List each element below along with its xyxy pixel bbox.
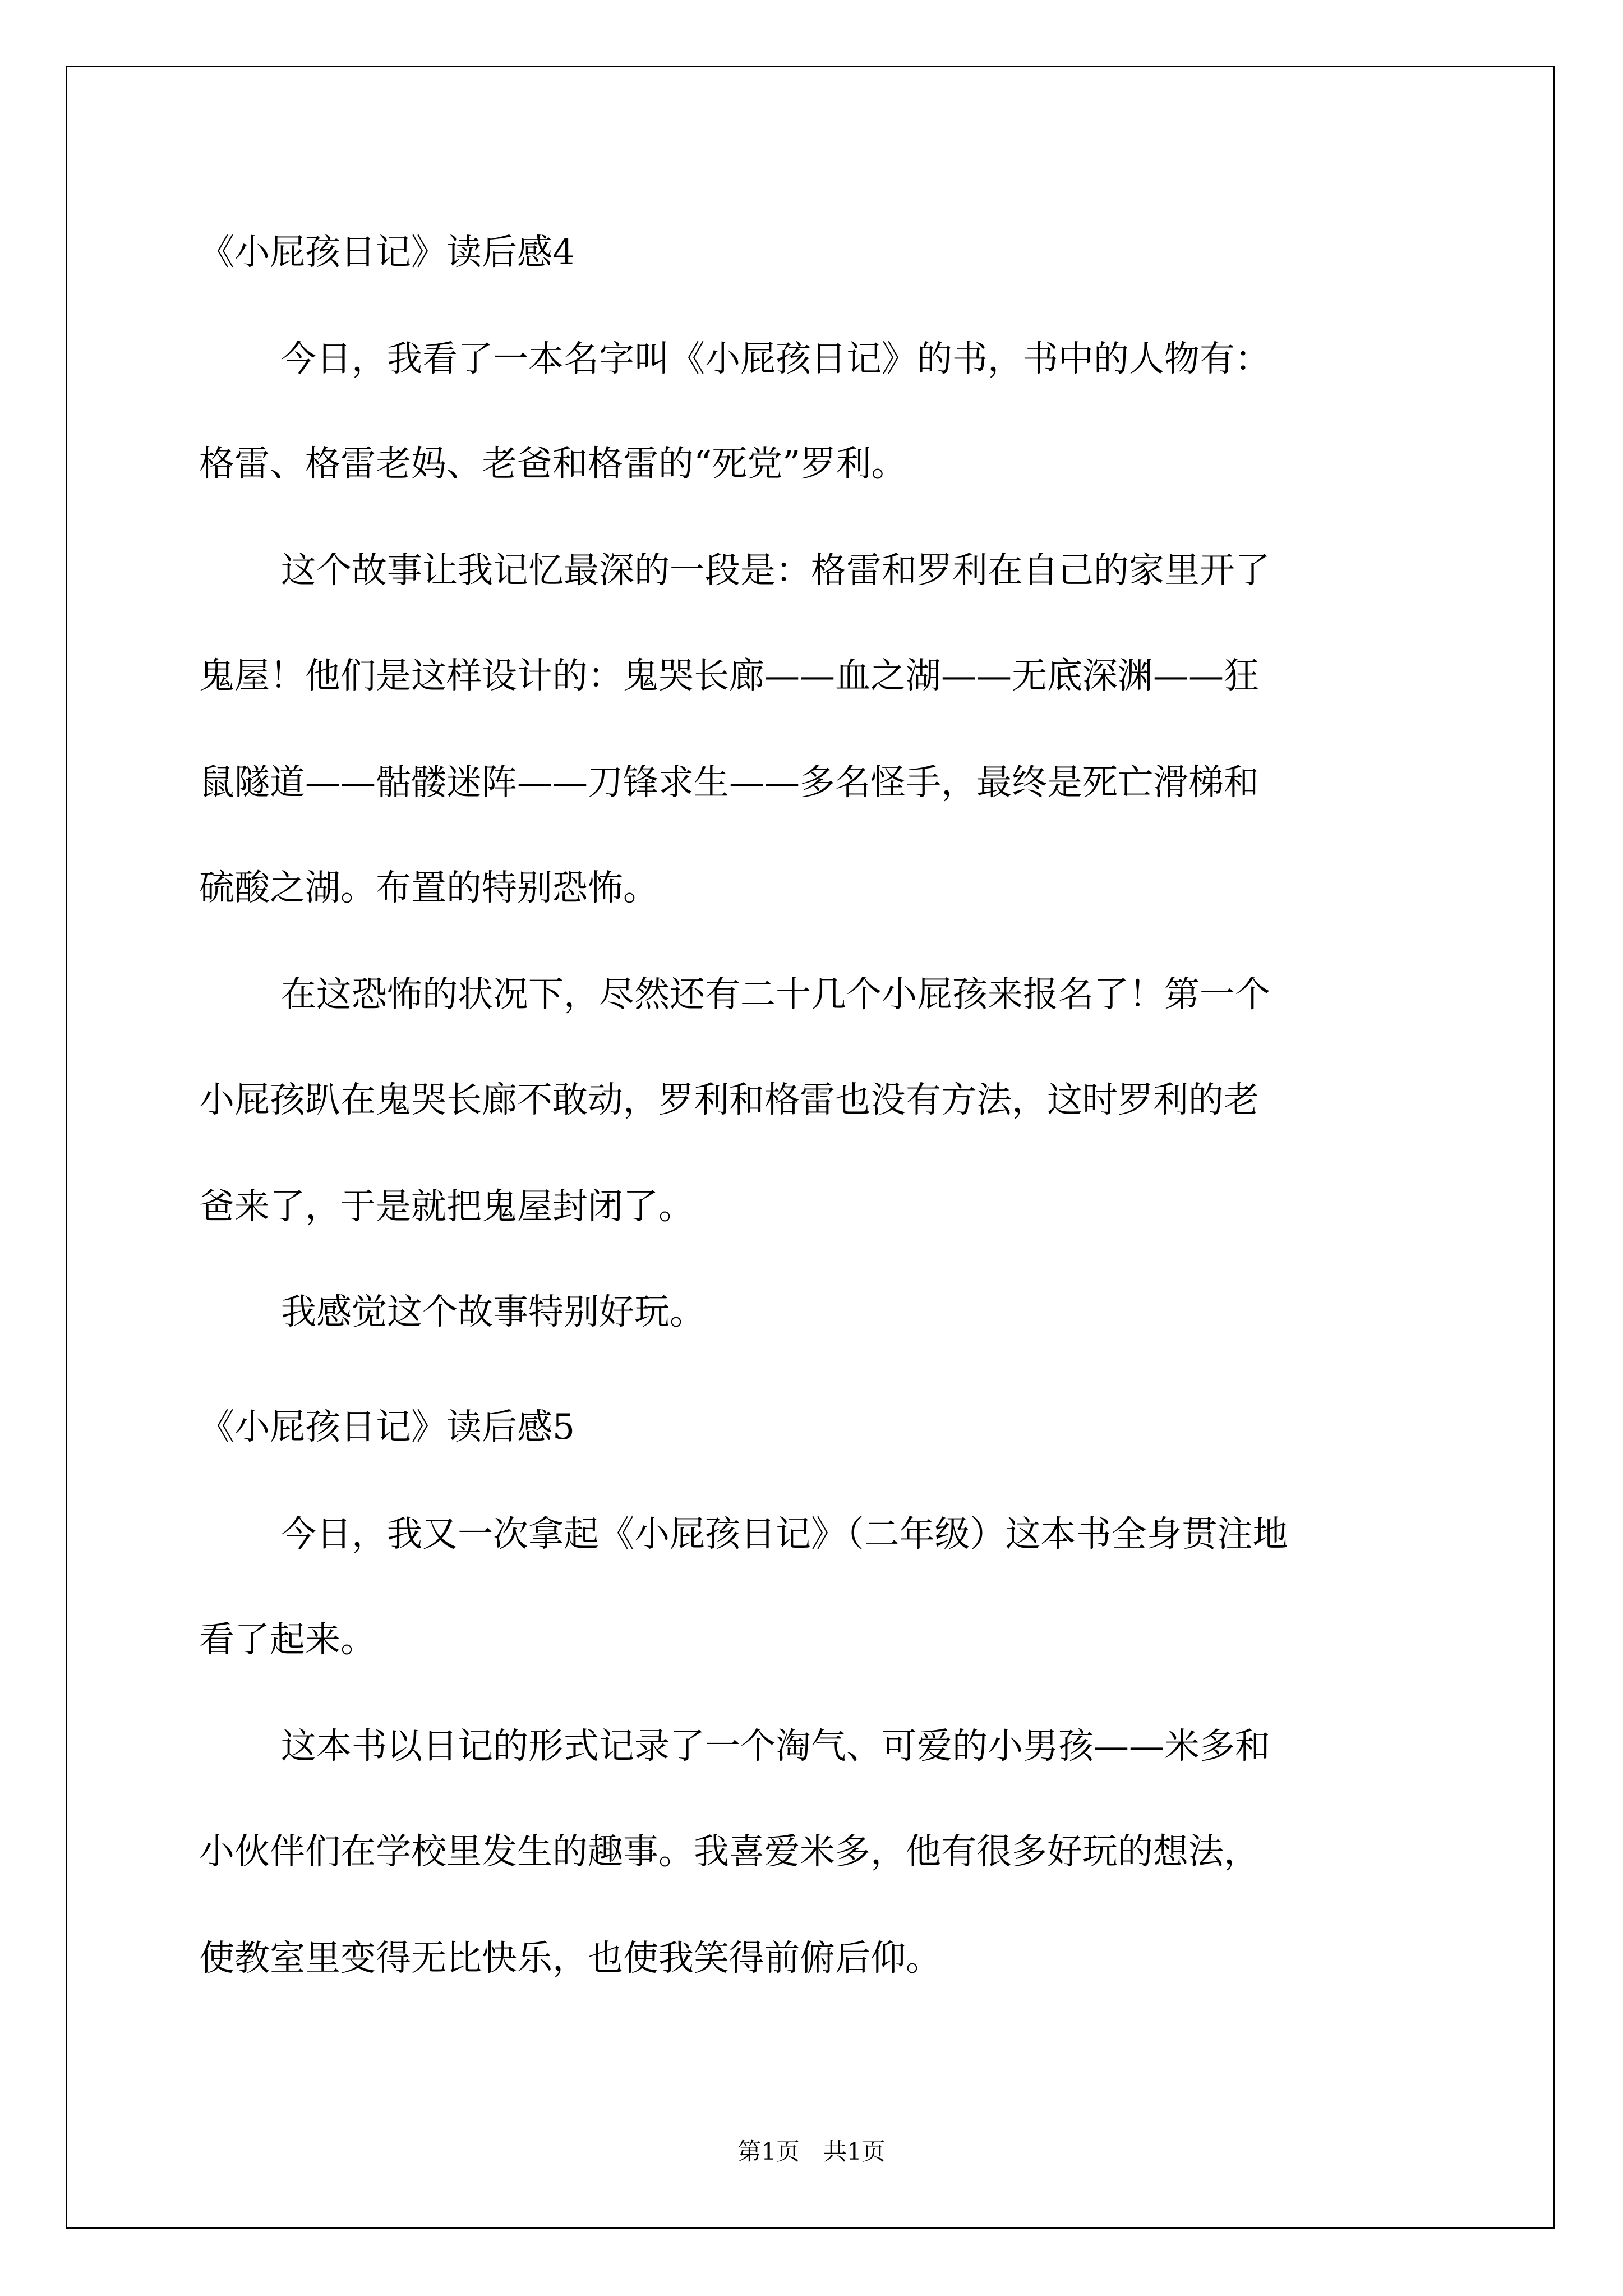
section-heading: 《小屁孩日记》读后感4	[199, 232, 575, 273]
paragraph-line: 鬼屋！他们是这样设计的：鬼哭长廊——血之湖——无底深渊——狂	[199, 655, 1259, 696]
paragraph-line: 鼠隧道——骷髅迷阵——刀锋求生——多名怪手，最终是死亡滑梯和	[199, 762, 1259, 803]
paragraph-line: 这本书以日记的形式记录了一个淘气、可爱的小男孩——米多和	[281, 1726, 1270, 1766]
paragraph-line: 今日，我看了一本名字叫《小屁孩日记》的书，书中的人物有：	[281, 338, 1270, 379]
paragraph-line: 这个故事让我记忆最深的一段是：格雷和罗利在自己的家里开了	[281, 550, 1270, 591]
paragraph-line: 格雷、格雷老妈、老爸和格雷的“死党”罗利。	[199, 443, 907, 484]
paragraph-line: 我感觉这个故事特别好玩。	[281, 1291, 705, 1332]
section-heading: 《小屁孩日记》读后感5	[199, 1406, 575, 1447]
paragraph-line: 爸来了，于是就把鬼屋封闭了。	[199, 1186, 694, 1227]
paragraph-line: 看了起来。	[199, 1619, 376, 1660]
paragraph-line: 在这恐怖的状况下，尽然还有二十几个小屁孩来报名了！第一个	[281, 974, 1270, 1015]
page-border	[66, 66, 1555, 2229]
paragraph-line: 小屁孩趴在鬼哭长廊不敢动，罗利和格雷也没有方法，这时罗利的老	[199, 1079, 1259, 1120]
page-number: 第1页	[737, 2138, 800, 2165]
paragraph-line: 使教室里变得无比快乐，也使我笑得前俯后仰。	[199, 1938, 941, 1978]
paragraph-line: 今日，我又一次拿起《小屁孩日记》（二年级）这本书全身贯注地	[281, 1513, 1288, 1554]
total-pages: 共1页	[823, 2138, 886, 2165]
paragraph-line: 硫酸之湖。布置的特别恐怖。	[199, 867, 658, 908]
page-footer	[0, 2140, 1623, 2164]
paragraph-line: 小伙伴们在学校里发生的趣事。我喜爱米多，他有很多好玩的想法，	[199, 1831, 1259, 1872]
